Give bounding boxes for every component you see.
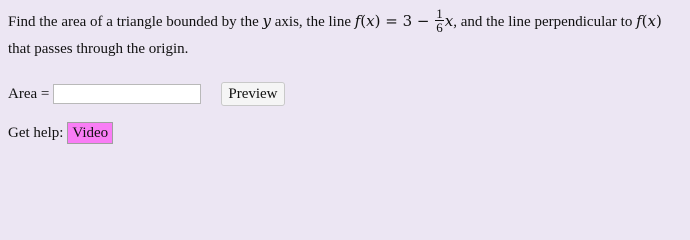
- get-help-label: Get help:: [8, 124, 64, 141]
- question-text: [8, 8, 684, 63]
- function-name-2: f: [636, 12, 642, 30]
- question-part-4: that passes through the origin.: [8, 41, 189, 58]
- fraction-numerator: 1: [436, 6, 443, 22]
- question-part-2: axis, the line: [271, 14, 355, 30]
- area-input[interactable]: [53, 84, 201, 104]
- paren-open-2: (: [641, 12, 648, 30]
- paren-close-2: ): [655, 12, 662, 30]
- paren-close: ): [374, 12, 381, 30]
- y-variable: y: [262, 12, 271, 30]
- function-name: f: [354, 12, 361, 30]
- fraction: [435, 7, 444, 34]
- x-variable: x: [366, 12, 375, 30]
- area-label: Area =: [8, 85, 50, 102]
- paren-open: (: [360, 12, 367, 30]
- equation-text: = 3 −: [380, 12, 435, 30]
- x-variable-3: x: [647, 12, 656, 30]
- answer-row: [8, 82, 285, 106]
- fraction-denominator: 6: [436, 20, 443, 36]
- question-part-1: Find the area of a triangle bounded by the: [8, 14, 263, 30]
- help-row: [8, 121, 113, 145]
- x-variable-2: x: [444, 12, 454, 30]
- question-part-3: , and the line perpendicular to: [453, 14, 637, 30]
- preview-button[interactable]: Preview: [221, 82, 284, 106]
- video-button[interactable]: Video: [67, 122, 113, 144]
